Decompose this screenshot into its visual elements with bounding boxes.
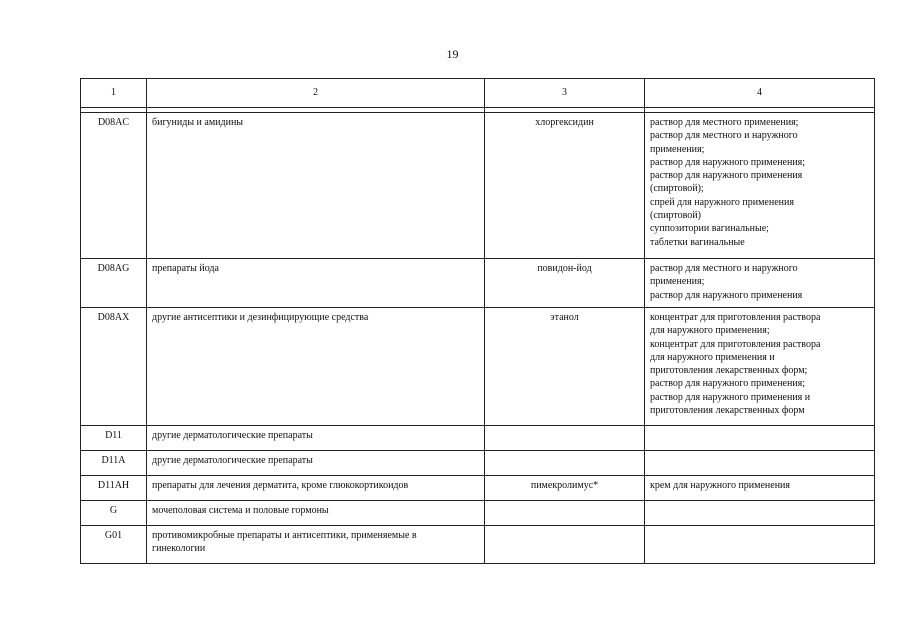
dosage-form-line: (спиртовой) — [650, 210, 701, 222]
dosage-form-line: суппозитории вагинальные; — [650, 223, 769, 235]
table-row — [81, 113, 875, 259]
drug-table — [80, 78, 875, 564]
dosage-form-line: раствор для наружного применения — [650, 289, 803, 301]
atc-code: G01 — [81, 526, 147, 564]
dosage-form-line: применения; — [650, 143, 705, 155]
atc-code: D11AH — [81, 476, 147, 501]
dosage-form-line: раствор для местного применения; — [650, 117, 799, 128]
dosage-form-line: концентрат для приготовления раствора — [650, 338, 821, 350]
table-header-row — [81, 79, 875, 108]
dosage-form-line: для наружного применения и — [650, 351, 775, 363]
drug-name: повидон-йод — [485, 259, 645, 308]
atc-code: G — [81, 501, 147, 526]
drug-name — [485, 451, 645, 476]
table-row — [81, 451, 875, 476]
dosage-form-line: для наружного применения; — [650, 325, 770, 337]
atc-code: D11A — [81, 451, 147, 476]
dosage-forms — [645, 476, 875, 501]
group-line: гинекологии — [152, 543, 206, 555]
dosage-forms — [645, 113, 875, 259]
table-row — [81, 476, 875, 501]
dosage-form-line: приготовления лекарственных форм; — [650, 365, 808, 377]
drug-name — [485, 501, 645, 526]
dosage-form-line: спрей для наружного применения — [650, 196, 794, 208]
page-number: 19 — [446, 47, 459, 61]
group-line: противомикробные препараты и антисептики, применяемые в — [152, 530, 417, 541]
dosage-forms — [645, 451, 875, 476]
atc-code: D11 — [81, 426, 147, 451]
dosage-form-line: приготовления лекарственных форм — [650, 405, 805, 417]
table-row — [81, 308, 875, 426]
table-row — [81, 426, 875, 451]
dosage-forms — [645, 426, 875, 451]
dosage-form-line: таблетки вагинальные — [650, 236, 745, 248]
dosage-form-line: применения; — [650, 276, 705, 288]
dosage-form-line: раствор для наружного применения; — [650, 378, 806, 390]
dosage-forms — [645, 526, 875, 564]
dosage-form-line: раствор для наружного применения; — [650, 156, 806, 168]
drug-name: хлоргексидин — [485, 113, 645, 259]
dosage-forms — [645, 259, 875, 308]
atc-code: D08AX — [81, 308, 147, 426]
table-row — [81, 259, 875, 308]
dosage-forms — [645, 501, 875, 526]
anatomical-group: другие антисептики и дезинфицирующие средства — [147, 308, 485, 426]
atc-code: D08AC — [81, 113, 147, 259]
dosage-form-line: раствор для наружного применения и — [650, 391, 811, 403]
anatomical-group: бигуниды и амидины — [147, 113, 485, 259]
drug-name — [485, 426, 645, 451]
dosage-form-line: раствор для наружного применения — [650, 170, 803, 182]
dosage-form-line: крем для наружного применения — [650, 480, 791, 491]
drug-name — [485, 526, 645, 564]
column-number-2: 2 — [147, 79, 485, 108]
anatomical-group: препараты йода — [147, 259, 485, 308]
dosage-form-line: концентрат для приготовления раствора — [650, 312, 821, 323]
anatomical-group — [147, 526, 485, 564]
column-number-4: 4 — [645, 79, 875, 108]
dosage-form-line: раствор для местного и наружного — [650, 263, 798, 274]
drug-name: этанол — [485, 308, 645, 426]
anatomical-group: другие дерматологические препараты — [147, 451, 485, 476]
column-number-3: 3 — [485, 79, 645, 108]
anatomical-group: другие дерматологические препараты — [147, 426, 485, 451]
drug-name: пимекролимус* — [485, 476, 645, 501]
column-number-1: 1 — [81, 79, 147, 108]
anatomical-group: мочеполовая система и половые гормоны — [147, 501, 485, 526]
atc-code: D08AG — [81, 259, 147, 308]
dosage-form-line: (спиртовой); — [650, 183, 704, 195]
table-row — [81, 526, 875, 564]
dosage-forms — [645, 308, 875, 426]
anatomical-group: препараты для лечения дерматита, кроме глюкокортикоидов — [147, 476, 485, 501]
table-row — [81, 501, 875, 526]
dosage-form-line: раствор для местного и наружного — [650, 130, 798, 142]
